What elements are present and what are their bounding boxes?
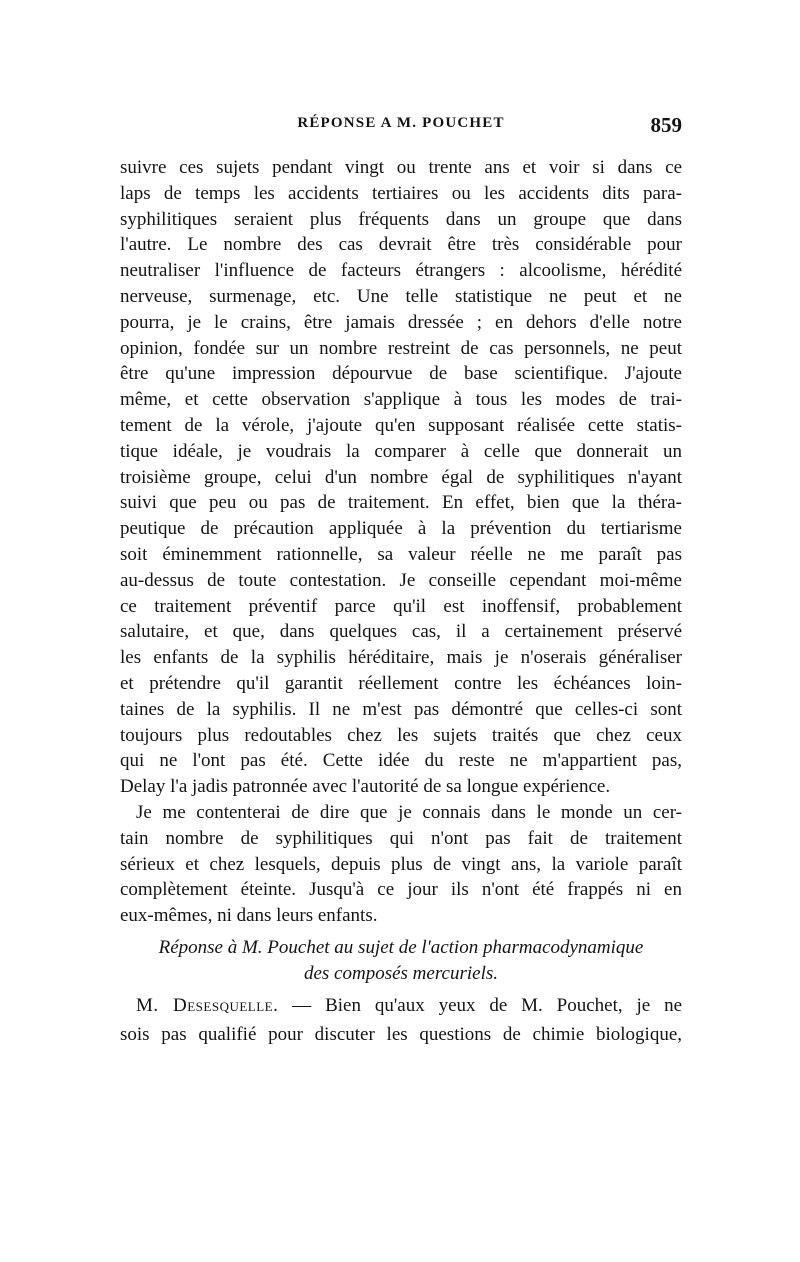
text-line: l'autre. Le nombre des cas devrait être très considérable pour [120,234,682,256]
heading-line: des composés mercuriels. [303,962,498,984]
text-line: sérieux et chez lesquels, depuis plus de vingt ans, la variole paraît [120,853,682,875]
text-line: eux-mêmes, ni dans leurs enfants. [120,905,378,927]
text-line: tement de la vérole, j'ajoute qu'en supposant réalisée cette statis- [120,414,682,436]
text-line: sois pas qualifié pour discuter les questions de chimie biologique, [120,1024,682,1045]
text-line: complètement éteinte. Jusqu'à ce jour ils n'ont été frappés ni en [120,879,682,901]
text-line: même, et cette observation s'applique à tous les modes de trai- [120,389,682,411]
text-line: au-dessus de toute contestation. Je conseille cependant moi-même [120,569,682,591]
paragraph [120,991,682,1049]
text-fragment: — Bien qu'aux yeux de M. Pouchet, je ne [278,995,682,1016]
text-line: ce traitement préventif parce qu'il est inoffensif, probablement [120,595,682,617]
text-line: Delay l'a jadis patronnée avec l'autorité de sa longue expérience. [120,776,611,798]
text-line: nerveuse, surmenage, etc. Une telle statistique ne peut et ne [120,285,682,307]
paragraph-continued [120,155,682,800]
text-line: qui ne l'ont pas été. Cette idée du reste ne m'appartient pas, [120,750,682,772]
text-line: opinion, fondée sur un nombre restreint de cas personnels, ne peut [120,337,682,359]
text-line: taines de la syphilis. Il ne m'est pas démontré que celles-ci sont [120,698,682,720]
text-line: et prétendre qu'il garantit réellement contre les échéances loin- [120,672,682,694]
heading-line: Réponse à M. Pouchet au sujet de l'action pharmacodynamique [158,937,644,958]
text-line: syphilitiques seraient plus fréquents dans un groupe que dans [120,208,682,230]
text-line: soit éminemment rationnelle, sa valeur réelle ne me paraît pas [120,543,682,565]
text-line: être qu'une impression dépourvue de base scientifique. J'ajoute [120,363,682,385]
running-header [120,113,682,141]
text-line: neutraliser l'influence de facteurs étrangers : alcoolisme, hérédité [120,260,682,282]
text-line: laps de temps les accidents tertiaires ou les accidents dits para- [120,182,682,204]
text-line: salutaire, et que, dans quelques cas, il a certainement préservé [120,621,682,643]
text-line: toujours plus redoutables chez les sujets traités que chez ceux [120,724,682,746]
page-number: 859 [650,113,682,137]
text-line: les enfants de la syphilis héréditaire, mais je n'oserais généraliser [120,647,682,669]
text-line: Je me contenterai de dire que je connais dans le monde un cer- [136,801,682,823]
paragraph [120,800,682,929]
text-line: tain nombre de syphilitiques qui n'ont pas fait de traitement [120,827,682,849]
text-line: troisième groupe, celui d'un nombre égal de syphilitiques n'ayant [120,466,682,488]
text-line: tique idéale, je voudrais la comparer à celle que donnerait un [120,440,682,462]
text-line: suivre ces sujets pendant vingt ou trente ans et voir si dans ce [120,157,682,178]
text-line: peutique de précaution appliquée à la prévention du tertiarisme [120,518,682,540]
text-line: suivi que peu ou pas de traitement. En effet, bien que la théra- [120,492,682,514]
running-title: RÉPONSE A M. POUCHET [297,115,505,131]
section-heading [120,935,682,987]
body-text [120,155,682,929]
speaker-name: M. Desesquelle. [136,995,279,1016]
text-line [120,991,682,1020]
text-line: pourra, je le crains, être jamais dressée ; en dehors d'elle notre [120,311,682,333]
